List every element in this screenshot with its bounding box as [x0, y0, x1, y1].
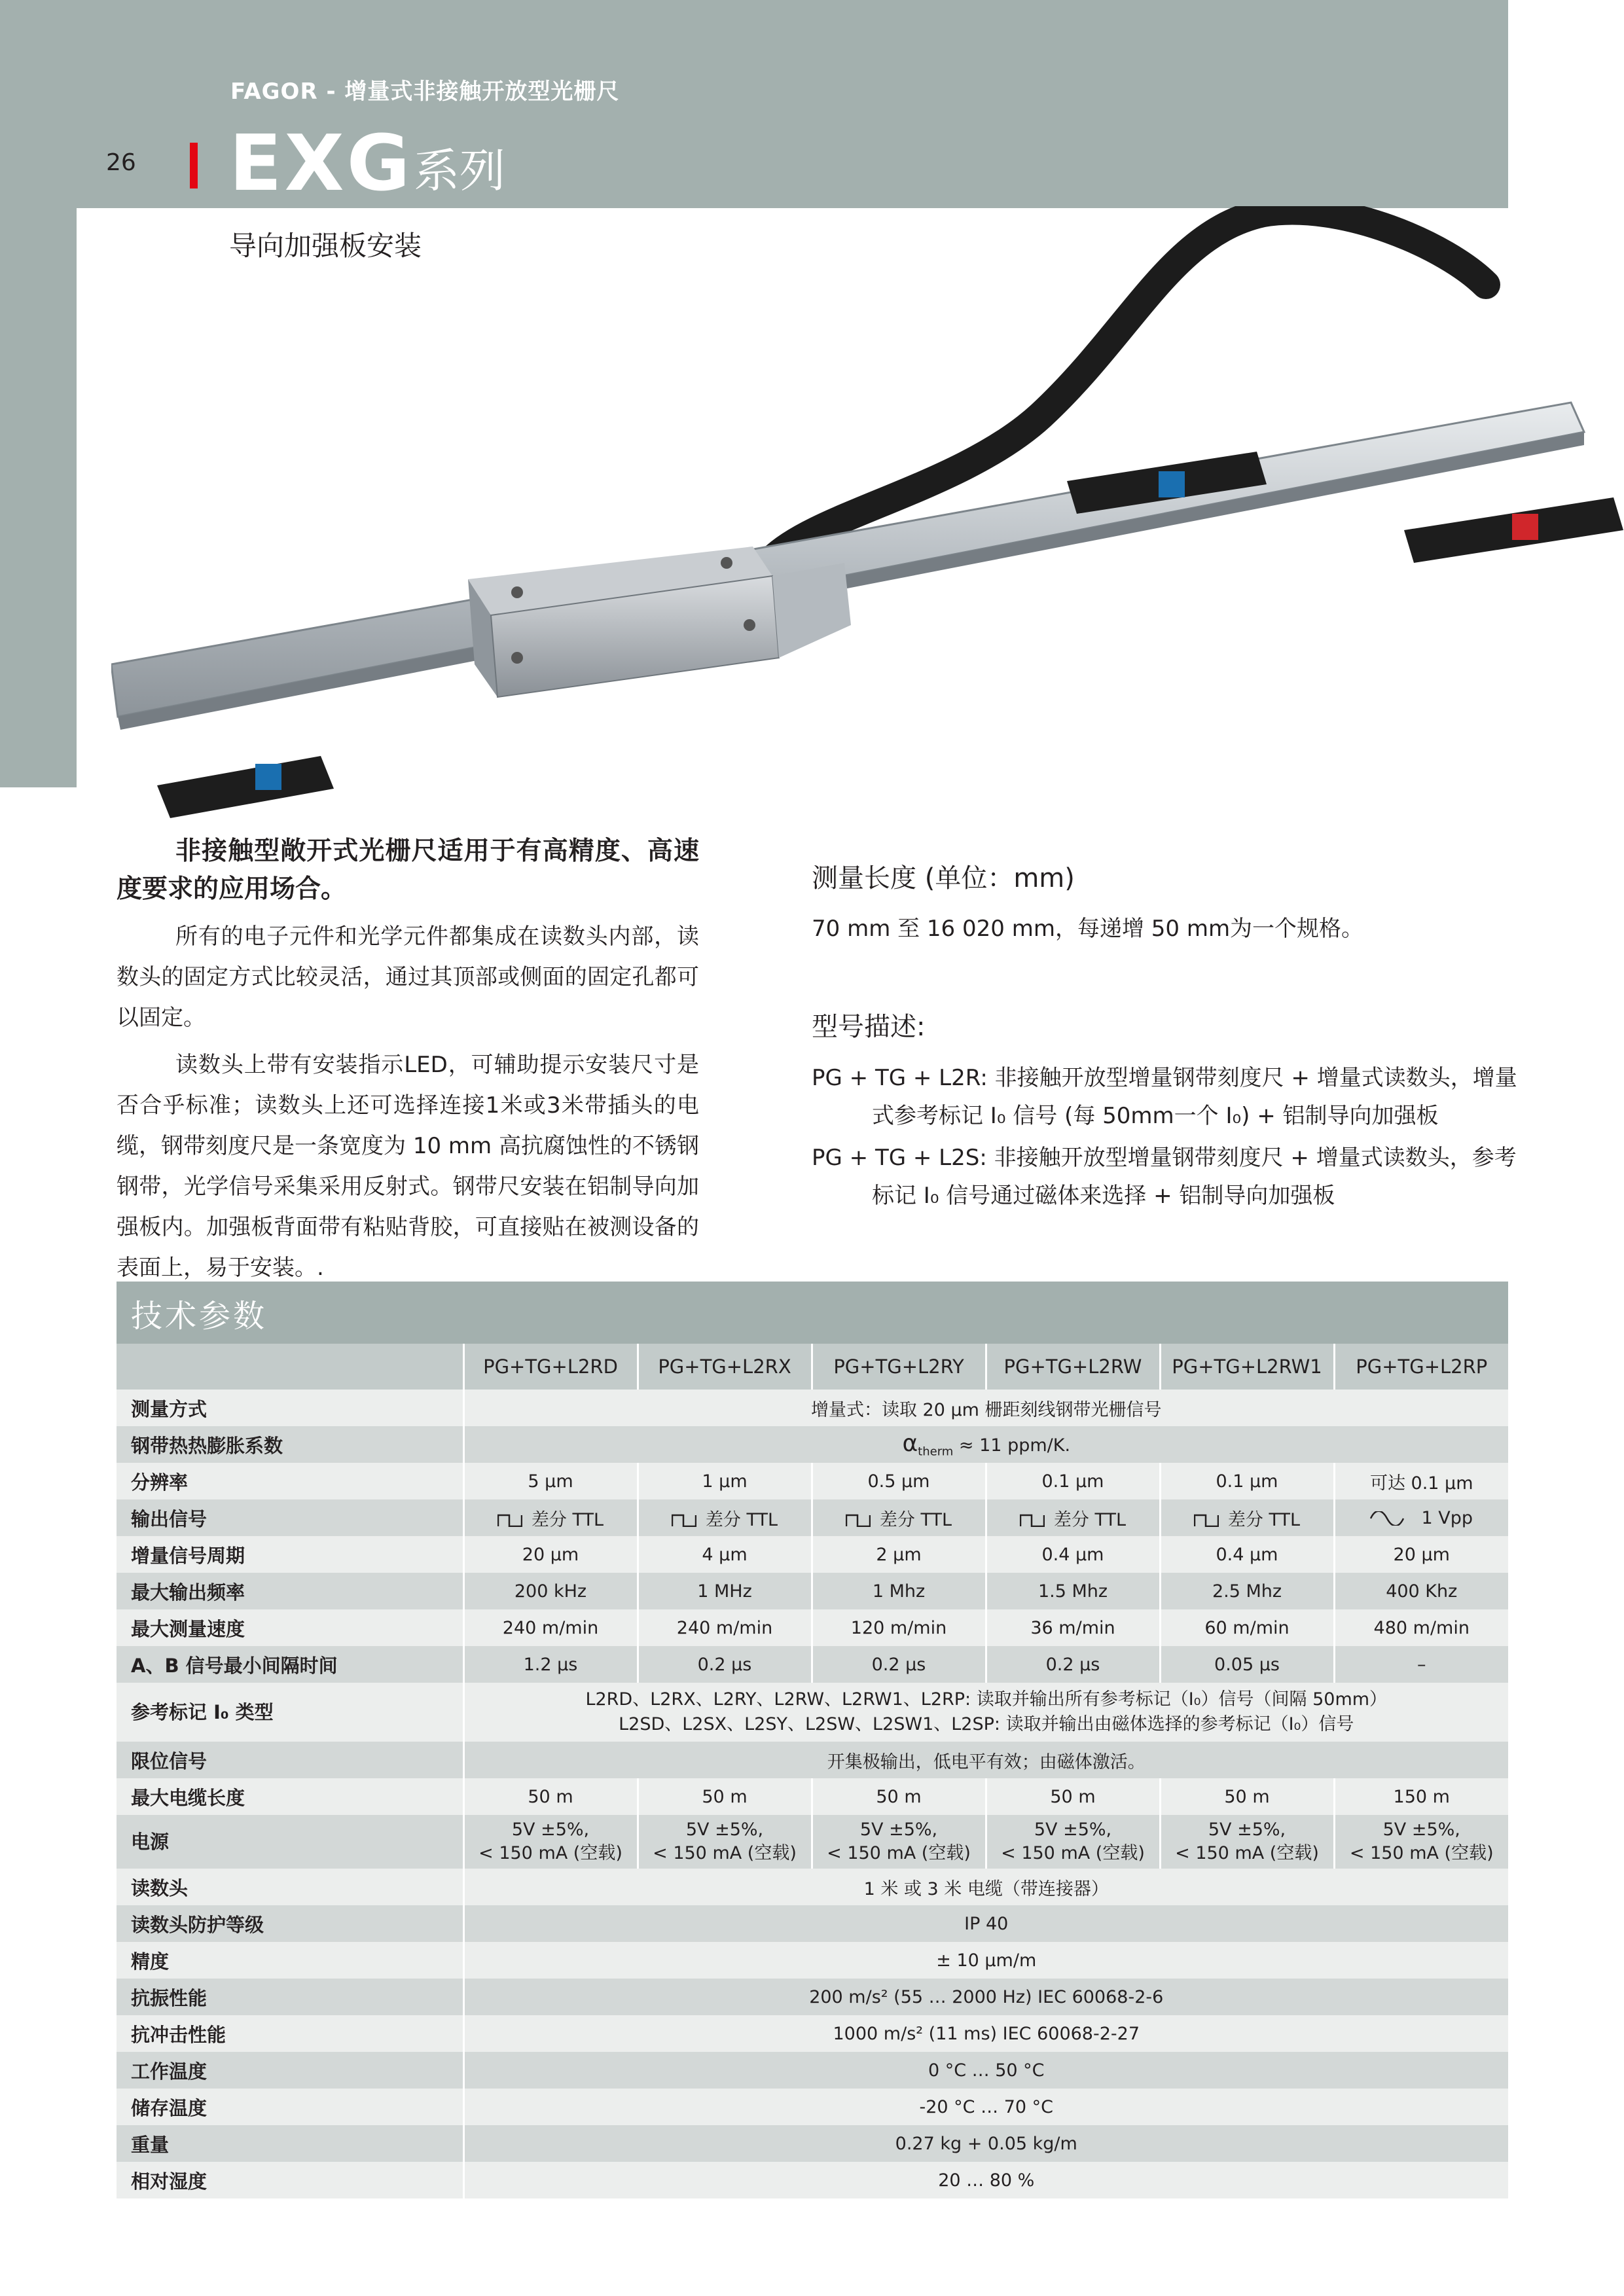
spec-row-shock — [117, 2015, 1508, 2052]
spec-value — [463, 1683, 1508, 1742]
power-line-1: 5V ±5%, — [859, 1820, 938, 1840]
spec-value — [812, 1499, 986, 1536]
spec-value: 2 µm — [812, 1536, 986, 1573]
intro-paragraph-1: 所有的电子元件和光学元件都集成在读数头内部，读数头的固定方式比较灵活，通过其顶部或侧面的固定孔都可以固定。 — [117, 924, 699, 1031]
spec-label: 精度 — [117, 1942, 463, 1979]
spec-row-min-edge — [117, 1646, 1508, 1683]
page-number: 26 — [106, 149, 136, 176]
measuring-length-heading: 测量长度 (单位：mm) — [812, 863, 1075, 893]
spec-value: 0.4 µm — [986, 1536, 1160, 1573]
intro-section — [117, 833, 699, 1295]
power-line-1: 5V ±5%, — [1034, 1820, 1112, 1840]
reference-line-2: L2SD、L2SX、L2SY、L2SW、L2SW1、L2SP: 读取并输出由磁体选择的参考标记（I₀）信号 — [619, 1714, 1354, 1734]
spec-value: 20 µm — [463, 1536, 638, 1573]
spec-value: 4 µm — [638, 1536, 812, 1573]
signal-text: 差分 TTL — [1053, 1509, 1127, 1530]
spec-label: 输出信号 — [117, 1499, 463, 1536]
spec-label: 限位信号 — [117, 1742, 463, 1778]
square-wave-icon — [672, 1514, 696, 1527]
spec-value: 200 kHz — [463, 1573, 638, 1609]
spec-column-header: PG+TG+L2RX — [638, 1344, 812, 1390]
spec-value: 0.27 kg + 0.05 kg/m — [463, 2125, 1508, 2162]
spec-value: 150 m — [1334, 1778, 1508, 1815]
spec-row-operating-temp — [117, 2052, 1508, 2089]
spec-label: 最大输出频率 — [117, 1573, 463, 1609]
model-item-l2s: PG + TG + L2S: 非接触开放型增量钢带刻度尺 + 增量式读数头，参考标记 I₀ 信号通过磁体来选择 + 铝制导向加强板 — [812, 1145, 1517, 1209]
page-subtitle: 导向加强板安装 — [229, 230, 422, 262]
spec-value: 0.05 µs — [1160, 1646, 1334, 1683]
signal-text: 1 Vpp — [1421, 1507, 1473, 1528]
spec-value: – — [1334, 1646, 1508, 1683]
spec-value: 可达 0.1 µm — [1334, 1463, 1508, 1499]
brand-line: FAGOR - 增量式非接触开放型光栅尺 — [230, 79, 620, 105]
spec-value: 50 m — [812, 1778, 986, 1815]
spec-row-signal-period — [117, 1536, 1508, 1573]
spec-label: 读数头 — [117, 1869, 463, 1905]
spec-value: 增量式：读取 20 µm 栅距刻线钢带光栅信号 — [463, 1390, 1508, 1426]
spec-value: 0.1 µm — [1160, 1463, 1334, 1499]
spec-value: 20 µm — [1334, 1536, 1508, 1573]
power-line-2: < 150 mA (空载) — [1175, 1843, 1319, 1863]
spec-label: 相对湿度 — [117, 2162, 463, 2198]
alpha-subscript: therm — [918, 1444, 954, 1459]
spec-value: ± 10 µm/m — [463, 1942, 1508, 1979]
right-column — [812, 857, 1519, 1219]
spec-label: 电源 — [117, 1815, 463, 1869]
spec-value: 1 Mhz — [812, 1573, 986, 1609]
square-wave-icon — [1194, 1514, 1219, 1527]
spec-row-storage-temp — [117, 2089, 1508, 2125]
spec-value: 1.5 Mhz — [986, 1573, 1160, 1609]
power-line-2: < 150 mA (空载) — [1001, 1843, 1145, 1863]
spec-column-header: PG+TG+L2RP — [1334, 1344, 1508, 1390]
spec-value — [1334, 1499, 1508, 1536]
power-line-1: 5V ±5%, — [1382, 1820, 1460, 1840]
spec-value — [638, 1499, 812, 1536]
spec-label: 储存温度 — [117, 2089, 463, 2125]
spec-value: 1.2 µs — [463, 1646, 638, 1683]
power-line-2: < 150 mA (空载) — [653, 1843, 797, 1863]
spec-value — [638, 1815, 812, 1869]
spec-label: 抗冲击性能 — [117, 2015, 463, 2052]
model-description-heading: 型号描述: — [812, 1012, 926, 1042]
spec-row-max-frequency — [117, 1573, 1508, 1609]
spec-value: 1 米 或 3 米 电缆（带连接器） — [463, 1869, 1508, 1905]
spec-value: 120 m/min — [812, 1609, 986, 1646]
spec-value: 0.2 µs — [812, 1646, 986, 1683]
signal-text: 差分 TTL — [879, 1509, 952, 1530]
product-photo — [111, 206, 1624, 834]
spec-value: 5 µm — [463, 1463, 638, 1499]
spec-label: A、B 信号最小间隔时间 — [117, 1646, 463, 1683]
spec-value: -20 °C … 70 °C — [463, 2089, 1508, 2125]
signal-text: 差分 TTL — [705, 1509, 778, 1530]
spec-row-limit — [117, 1742, 1508, 1778]
spec-value — [986, 1815, 1160, 1869]
spec-label: 读数头防护等级 — [117, 1905, 463, 1942]
thermal-value: ≈ 11 ppm/K. — [953, 1435, 1071, 1456]
spec-value: 1 µm — [638, 1463, 812, 1499]
spec-value — [986, 1499, 1160, 1536]
guide-rail — [111, 403, 1584, 717]
spec-row-measuring-method — [117, 1390, 1508, 1426]
model-item-l2r: PG + TG + L2R: 非接触开放型增量钢带刻度尺 + 增量式读数头，增量式参考标记 I₀ 信号 (每 50mm一个 I₀) + 铝制导向加强板 — [812, 1065, 1517, 1129]
spec-row-accuracy — [117, 1942, 1508, 1979]
spec-label: 测量方式 — [117, 1390, 463, 1426]
spec-value: 0.2 µs — [986, 1646, 1160, 1683]
alpha-symbol: α — [902, 1430, 918, 1458]
spec-value: 400 Khz — [1334, 1573, 1508, 1609]
spec-header-blank — [117, 1344, 463, 1390]
square-wave-icon — [1020, 1514, 1045, 1527]
clamp-left — [157, 756, 334, 818]
spec-value: 2.5 Mhz — [1160, 1573, 1334, 1609]
sine-wave-icon — [1370, 1511, 1404, 1526]
spec-value: 50 m — [638, 1778, 812, 1815]
spec-column-header: PG+TG+L2RD — [463, 1344, 638, 1390]
spec-row-humidity — [117, 2162, 1508, 2198]
power-line-2: < 150 mA (空载) — [1349, 1843, 1494, 1863]
spec-row-power — [117, 1815, 1508, 1869]
power-line-2: < 150 mA (空载) — [827, 1843, 971, 1863]
reference-line-1: L2RD、L2RX、L2RY、L2RW、L2RW1、L2RP: 读取并输出所有参考标记（I₀）信号（间隔 50mm） — [585, 1689, 1388, 1710]
spec-value: 480 m/min — [1334, 1609, 1508, 1646]
signal-text: 差分 TTL — [531, 1509, 604, 1530]
spec-label: 增量信号周期 — [117, 1536, 463, 1573]
spec-label: 最大电缆长度 — [117, 1778, 463, 1815]
intro-paragraph-2: 读数头上带有安装指示LED，可辅助提示安装尺寸是否合乎标准；读数头上还可选择连接1米或3米带插头的电缆，钢带刻度尺是一条宽度为 10 mm 高抗腐蚀性的不锈钢钢带，光学信号采集采用反射式。钢带尺安装在铝制导向加强板内。加强板背面带有粘贴背胶，可直接贴在被测设备的表面上，易于安装。. — [117, 1052, 699, 1281]
spec-label: 钢带热热膨胀系数 — [117, 1426, 463, 1463]
spec-value: 1 MHz — [638, 1573, 812, 1609]
spec-value: 20 … 80 % — [463, 2162, 1508, 2198]
spec-column-header: PG+TG+L2RW1 — [1160, 1344, 1334, 1390]
spec-label: 分辨率 — [117, 1463, 463, 1499]
spec-value — [1160, 1499, 1334, 1536]
spec-value: 240 m/min — [638, 1609, 812, 1646]
power-line-1: 5V ±5%, — [685, 1820, 764, 1840]
spec-row-reference — [117, 1683, 1508, 1742]
spec-column-header: PG+TG+L2RW — [986, 1344, 1160, 1390]
spec-value — [1160, 1815, 1334, 1869]
square-wave-icon — [497, 1514, 522, 1527]
spec-value: 1000 m/s² (11 ms) IEC 60068-2-27 — [463, 2015, 1508, 2052]
spec-value: 50 m — [1160, 1778, 1334, 1815]
spec-value — [463, 1499, 638, 1536]
spec-row-max-speed — [117, 1609, 1508, 1646]
rail-edge — [118, 432, 1584, 730]
signal-text: 差分 TTL — [1227, 1509, 1301, 1530]
series-title: EXG — [229, 118, 413, 208]
spec-label: 最大测量速度 — [117, 1609, 463, 1646]
measuring-length-text: 70 mm 至 16 020 mm，每递增 50 mm为一个规格。 — [812, 916, 1364, 942]
spec-row-output-signal — [117, 1499, 1508, 1536]
spec-value — [463, 1815, 638, 1869]
square-wave-icon — [846, 1514, 871, 1527]
spec-value: 36 m/min — [986, 1609, 1160, 1646]
spec-value: 240 m/min — [463, 1609, 638, 1646]
power-line-1: 5V ±5%, — [511, 1820, 590, 1840]
spec-value: 开集极输出，低电平有效；由磁体激活。 — [463, 1742, 1508, 1778]
spec-row-vibration — [117, 1979, 1508, 2015]
spec-row-cable-length — [117, 1778, 1508, 1815]
spec-row-thermal — [117, 1426, 1508, 1463]
spec-column-header: PG+TG+L2RY — [812, 1344, 986, 1390]
spec-value: 50 m — [463, 1778, 638, 1815]
spec-value: 50 m — [986, 1778, 1160, 1815]
spec-label: 工作温度 — [117, 2052, 463, 2089]
side-color-tab — [0, 0, 77, 787]
spec-label: 重量 — [117, 2125, 463, 2162]
spec-header-row — [117, 1344, 1508, 1390]
spec-value: IP 40 — [463, 1905, 1508, 1942]
spec-title: 技术参数 — [131, 1298, 268, 1335]
power-line-1: 5V ±5%, — [1208, 1820, 1286, 1840]
spec-value: 0.5 µm — [812, 1463, 986, 1499]
series-suffix: 系列 — [414, 144, 505, 198]
spec-title-bar — [117, 1282, 1508, 1344]
spec-label: 参考标记 I₀ 类型 — [117, 1683, 463, 1742]
spec-value: 0.2 µs — [638, 1646, 812, 1683]
spec-label: 抗振性能 — [117, 1979, 463, 2015]
spec-row-reader — [117, 1869, 1508, 1905]
power-line-2: < 150 mA (空载) — [478, 1843, 623, 1863]
accent-bar — [190, 143, 198, 188]
spec-value: 0.4 µm — [1160, 1536, 1334, 1573]
spec-value: 0.1 µm — [986, 1463, 1160, 1499]
spec-table — [117, 1344, 1508, 2198]
spec-value — [1334, 1815, 1508, 1869]
spec-value — [812, 1815, 986, 1869]
spec-value: 200 m/s² (55 … 2000 Hz) IEC 60068-2-6 — [463, 1979, 1508, 2015]
spec-value — [463, 1426, 1508, 1463]
spec-row-weight — [117, 2125, 1508, 2162]
spec-row-protection — [117, 1905, 1508, 1942]
spec-value: 0 °C … 50 °C — [463, 2052, 1508, 2089]
spec-row-resolution — [117, 1463, 1508, 1499]
clamp-right — [1404, 497, 1623, 563]
intro-lead: 非接触型敞开式光栅尺适用于有高精度、高速度要求的应用场合。 — [117, 836, 699, 904]
spec-value: 60 m/min — [1160, 1609, 1334, 1646]
